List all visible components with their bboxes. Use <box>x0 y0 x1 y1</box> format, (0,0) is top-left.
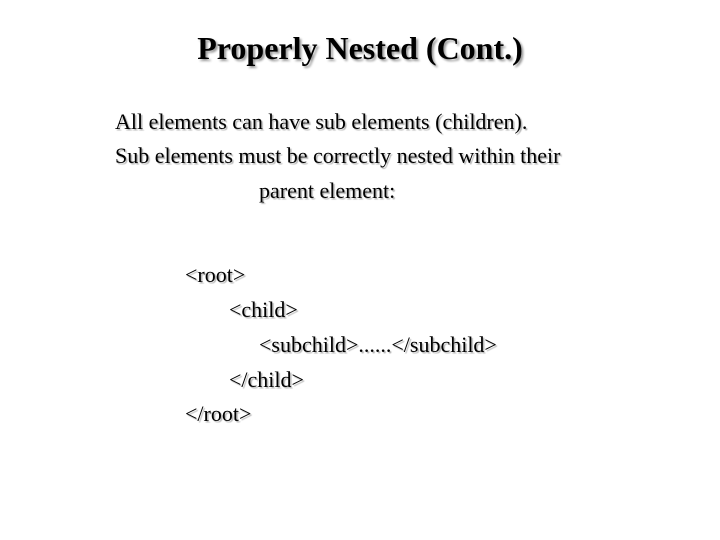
code-root-open: <root> <box>185 262 246 287</box>
body-line-parent: parent element: <box>259 178 396 203</box>
code-child-open: <child> <box>229 297 298 322</box>
code-child-close: </child> <box>229 367 304 392</box>
body-line-children: All elements can have sub elements (children). <box>115 109 528 134</box>
body-line-nesting: Sub elements must be correctly nested within their <box>115 143 561 168</box>
slide-title: Properly Nested (Cont.) <box>197 30 523 66</box>
code-root-close: </root> <box>185 401 252 426</box>
code-subchild: <subchild>......</subchild> <box>259 332 497 357</box>
